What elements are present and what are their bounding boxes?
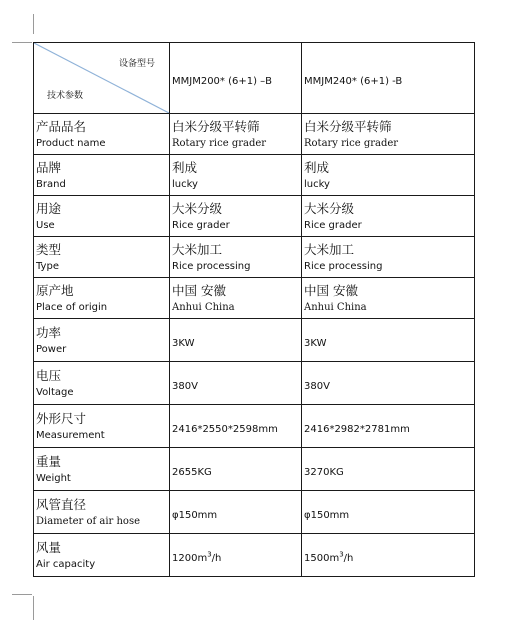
model-label: 设备型号 [118, 59, 155, 69]
diagonal-line [34, 43, 169, 113]
table-row: 重量 Weight 2655KG 3270KG [34, 448, 475, 491]
table-row: 电压 Voltage 380V 380V [34, 362, 475, 405]
table-row: 功率 Power 3KW 3KW [34, 319, 475, 362]
crop-mark-top-vertical [33, 14, 34, 34]
crop-mark-top-horizontal [12, 42, 32, 43]
table-row: 产品品名 Product name 白米分级平转筛 Rotary rice grader 白米分级平转筛 Rotary rice grader [34, 114, 475, 155]
table-row: 风量 Air capacity $1200m^3/h$ $1500m^3/h$ [34, 534, 475, 577]
table-row: 品牌 Brand 利成 lucky 利成 lucky [34, 155, 475, 196]
model-b-header: MMJM240* (6+1) -B [302, 43, 475, 114]
table-row: 外形尺寸 Measurement 2416*2550*2598mm 2416*2982*2781mm [34, 405, 475, 448]
table-row: 类型 Type 大米加工 Rice processing 大米加工 Rice processing [34, 237, 475, 278]
model-a-header: MMJM200* (6+1) –B [170, 43, 302, 114]
diagonal-header-cell [34, 43, 170, 114]
crop-mark-bottom-vertical [33, 596, 34, 620]
table-row: 风管直径 Diameter of air hose φ150mm φ150mm [34, 491, 475, 534]
table-row: 原产地 Place of origin 中国 安徽 Anhui China 中国 安徽 Anhui China [34, 278, 475, 319]
spec-table [33, 42, 475, 577]
table-header-row [34, 43, 475, 114]
tech-params-label: 技术参数 [47, 91, 84, 101]
table-row: 用途 Use 大米分级 Rice grader 大米分级 Rice grader [34, 196, 475, 237]
crop-mark-bottom-horizontal [12, 594, 32, 595]
